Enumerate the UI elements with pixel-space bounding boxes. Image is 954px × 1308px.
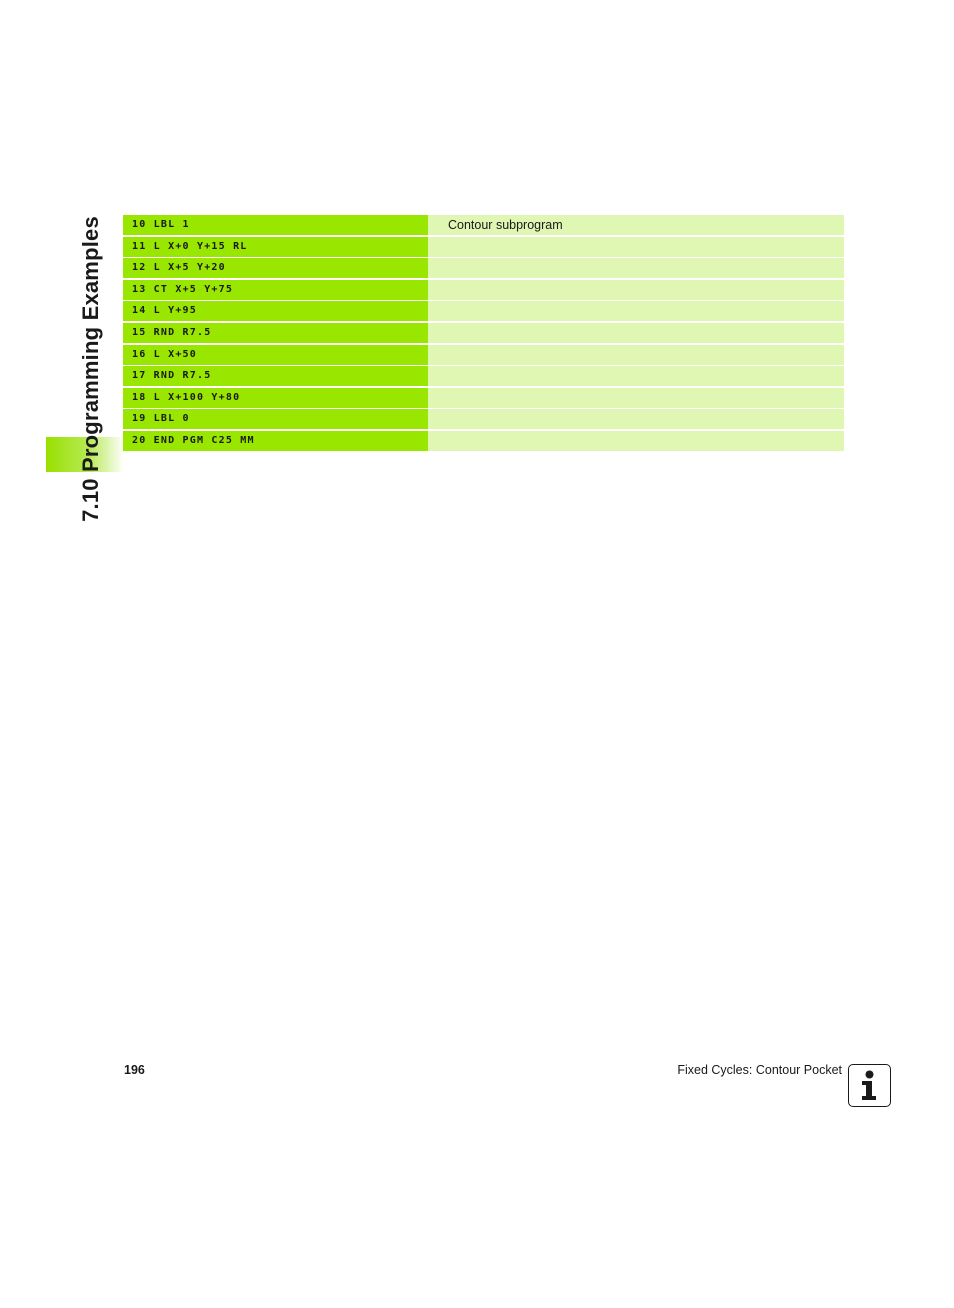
listing-row xyxy=(123,323,844,343)
code-comment xyxy=(428,388,844,408)
code-comment xyxy=(428,431,844,451)
code-comment xyxy=(428,323,844,343)
listing-row xyxy=(123,345,844,365)
code-comment xyxy=(428,258,844,278)
listing-row xyxy=(123,215,844,235)
listing-row xyxy=(123,409,844,429)
listing-row xyxy=(123,431,844,451)
page-number: 196 xyxy=(124,1063,145,1077)
code-line: 14 L Y+95 xyxy=(123,301,428,321)
listing-row xyxy=(123,280,844,300)
code-line: 12 L X+5 Y+20 xyxy=(123,258,428,278)
code-line: 17 RND R7.5 xyxy=(123,366,428,386)
code-line: 11 L X+0 Y+15 RL xyxy=(123,237,428,257)
code-comment xyxy=(428,345,844,365)
code-line: 19 LBL 0 xyxy=(123,409,428,429)
chapter-title: Fixed Cycles: Contour Pocket xyxy=(677,1063,842,1077)
code-comment xyxy=(428,280,844,300)
code-comment xyxy=(428,409,844,429)
code-comment: Contour subprogram xyxy=(428,215,844,235)
section-title-text: 7.10 Programming Examples xyxy=(78,216,103,522)
code-line: 13 CT X+5 Y+75 xyxy=(123,280,428,300)
code-comment xyxy=(428,301,844,321)
listing-row xyxy=(123,237,844,257)
code-line: 15 RND R7.5 xyxy=(123,323,428,343)
code-line: 18 L X+100 Y+80 xyxy=(123,388,428,408)
code-line: 16 L X+50 xyxy=(123,345,428,365)
info-glyph xyxy=(849,1065,889,1105)
code-comment xyxy=(428,366,844,386)
program-listing xyxy=(123,215,844,453)
listing-row xyxy=(123,388,844,408)
listing-row xyxy=(123,258,844,278)
code-line: 10 LBL 1 xyxy=(123,215,428,235)
code-line: 20 END PGM C25 MM xyxy=(123,431,428,451)
info-icon xyxy=(848,1064,891,1107)
listing-row xyxy=(123,366,844,386)
listing-row xyxy=(123,301,844,321)
code-comment xyxy=(428,237,844,257)
